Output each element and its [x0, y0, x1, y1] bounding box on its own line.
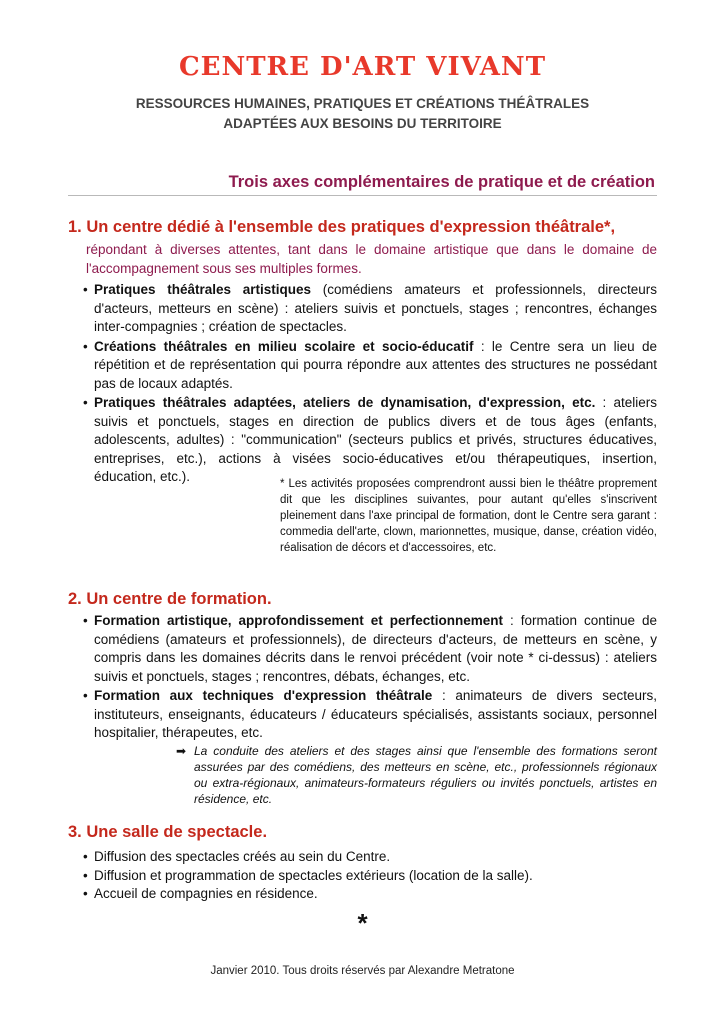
footer-copyright: Janvier 2010. Tous droits réservés par Alexandre Metratone — [210, 965, 515, 977]
item-bold-label: Pratiques théâtrales adaptées, ateliers de dynamisation, d'expression, etc. — [94, 395, 596, 410]
bullet: • — [83, 849, 88, 864]
footnote-mark: * — [280, 478, 285, 490]
list-item — [78, 394, 657, 487]
item-text: (comédiens amateurs et professionnels, directeurs d'acteurs, metteurs en scène) : ateliers suivis et ponctuels, stages ; rencontres, échanges inter-compagnies ; création de spectacles. — [94, 282, 657, 334]
list-item — [78, 338, 657, 394]
item-text: Diffusion et programmation de spectacles extérieurs (location de la salle). — [94, 867, 533, 883]
list-item — [78, 885, 657, 904]
footnote — [280, 476, 657, 556]
section-1-heading: 1. Un centre dédié à l'ensemble des pratiques d'expression théâtrale*, — [68, 218, 616, 236]
arrow-note — [176, 743, 657, 807]
arrow-note-text: La conduite des ateliers et des stages ainsi que l'ensemble des formations seront assurées par des comédiens, des metteurs en scène, etc., professionnels régionaux ou extra-régionaux, animateurs-formateurs réguliers ou invités ponctuels, artistes en résidence, etc. — [194, 744, 657, 806]
item-text: Accueil de compagnies en résidence. — [94, 886, 318, 901]
bullet: • — [83, 886, 88, 901]
item-text: Diffusion des spectacles créés au sein du Centre. — [94, 849, 391, 864]
subtitle-line-1: RESSOURCES HUMAINES, PRATIQUES ET CRÉATIONS THÉÂTRALES — [135, 96, 590, 111]
list-item — [78, 687, 657, 743]
section-1-intro: répondant à diverses attentes, tant dans le domaine artistique que dans le domaine de l'accompagnement sous ses multiples formes. — [86, 242, 657, 276]
axes-heading: Trois axes complémentaires de pratique et de création — [228, 173, 655, 191]
item-text: : ateliers suivis et ponctuels, stages en direction de publics divers et de tous âges (enfants, adolescents, adultes) : "communication" (secteurs publics et privés, structures éducatives, entreprises, etc.), actions à visées socio-éducatives et/ou thérapeutiques, insertion, éducation, etc.). — [94, 395, 657, 484]
list-item — [78, 848, 657, 867]
bullet: • — [83, 338, 88, 354]
section-3-list — [78, 848, 657, 904]
bullet: • — [83, 867, 88, 883]
item-bold-label: Formation aux techniques d'expression théâtrale — [94, 688, 433, 703]
document-title: CENTRE D'ART VIVANT — [178, 52, 547, 82]
list-item — [78, 612, 657, 686]
list-item — [78, 867, 657, 886]
item-text: : animateurs de divers secteurs, instituteurs, enseignants, éducateurs / éducateurs spécialisés, assistants sociaux, personnel hospitalier, thérapeutes, etc. — [94, 688, 657, 740]
section-1-list — [78, 281, 657, 487]
footnote-text: Les activités proposées comprendront aussi bien le théâtre proprement dit que les disciplines suivantes, pour autant qu'elles s'inscrivent pleinement dans l'axe principal de formation, dont le Centre sera garant : commedia dell'arte, clown, marionnettes, musique, danse, création vidéo, réalisation de décors et d'accessoires, etc. — [280, 478, 657, 554]
bullet: • — [83, 613, 88, 628]
subtitle-line-2: ADAPTÉES AUX BESOINS DU TERRITOIRE — [223, 116, 502, 131]
item-text: : le Centre sera un lieu de répétition et de représentation qui pourra répondre aux attentes des structures ne possédant pas de locaux adaptés. — [94, 338, 658, 391]
item-bold-label: Créations théâtrales en milieu scolaire et socio-éducatif — [94, 338, 474, 354]
item-bold-label: Pratiques théâtrales artistiques — [94, 282, 312, 297]
bullet: • — [83, 395, 88, 410]
bullet: • — [83, 688, 88, 703]
separator-asterisk: * — [357, 908, 368, 938]
section-2-heading: 2. Un centre de formation. — [68, 590, 272, 608]
section-3-heading: 3. Une salle de spectacle. — [68, 823, 268, 841]
list-item — [78, 281, 657, 337]
bullet: • — [83, 282, 88, 297]
horizontal-divider — [68, 195, 657, 196]
arrow-right-icon: ➡ — [176, 744, 187, 758]
section-2-list — [78, 612, 657, 743]
item-text: : formation continue de comédiens (amateurs et professionnels), de directeurs d'acteurs, de metteurs en scène, y compris dans les domaines décrits dans le renvoi précédent (voir note * ci-dessus) : ateliers suivis et ponctuels, stages ; rencontres, débats, échanges, etc. — [94, 613, 657, 684]
document-subtitle — [0, 94, 725, 134]
item-bold-label: Formation artistique, approfondissement et perfectionnement — [94, 613, 503, 628]
